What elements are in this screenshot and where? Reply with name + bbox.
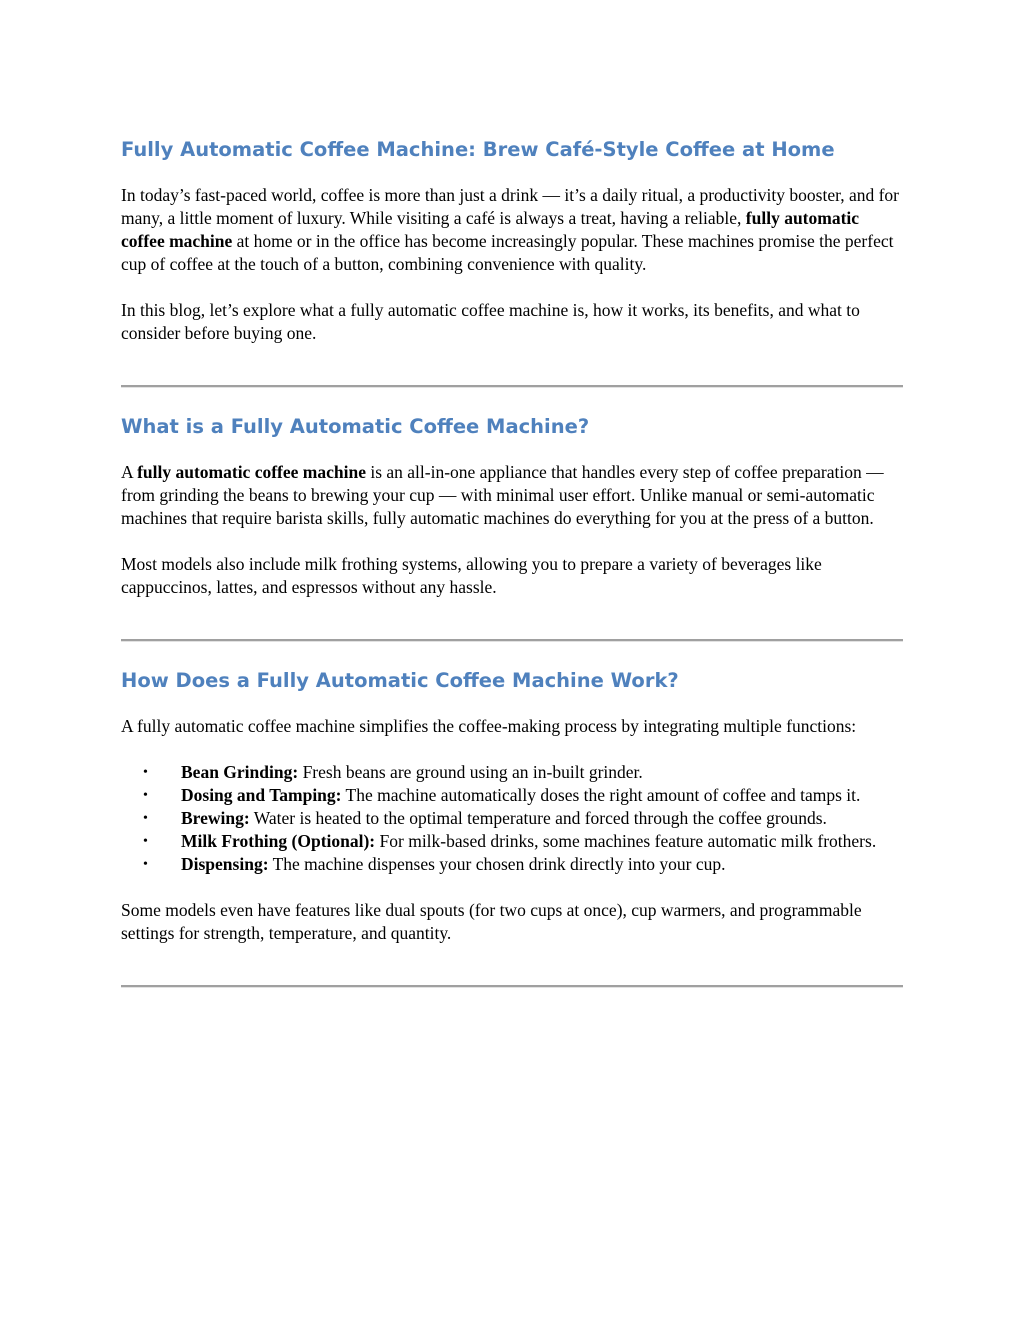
section-heading-what-is: What is a Fully Automatic Coffee Machine?: [121, 415, 590, 438]
list-item: [121, 830, 903, 853]
section1-paragraph-2: Most models also include milk frothing systems, allowing you to prepare a variety of beverages like cappuccinos, lattes, and espressos without any hassle.: [121, 554, 822, 597]
section2-paragraph-2: Some models even have features like dual spouts (for two cups at once), cup warmers, and programmable settings for strength, temperature, and quantity.: [121, 900, 862, 943]
list-item: [121, 761, 903, 784]
list-item-desc: For milk-based drinks, some machines feature automatic milk frothers.: [375, 831, 877, 851]
list-item: [121, 784, 903, 807]
section1-paragraph-1: [121, 461, 903, 530]
page-title: Fully Automatic Coffee Machine: Brew Café-Style Coffee at Home: [121, 138, 835, 161]
list-item-term: Dosing and Tamping:: [181, 785, 342, 805]
bullet-icon: •: [143, 811, 148, 826]
section-heading-how-it-works: How Does a Fully Automatic Coffee Machine Work?: [121, 669, 679, 692]
intro-text-end: at home or in the office has become increasingly popular. These machines promise the perfect cup of coffee at the touch of a button, combining convenience with quality.: [121, 231, 894, 274]
list-item-desc: The machine automatically doses the right amount of coffee and tamps it.: [341, 785, 861, 805]
section2-paragraph-1: A fully automatic coffee machine simplifies the coffee-making process by integrating multiple functions:: [121, 716, 857, 736]
list-item-desc: Water is heated to the optimal temperature and forced through the coffee grounds.: [249, 808, 827, 828]
intro-paragraph-2: In this blog, let’s explore what a fully automatic coffee machine is, how it works, its benefits, and what to consider before buying one.: [121, 300, 860, 343]
list-item-term: Milk Frothing (Optional):: [181, 831, 376, 851]
bullet-icon: •: [143, 788, 148, 803]
section-divider: [121, 385, 903, 388]
bullet-icon: •: [143, 834, 148, 849]
list-item-term: Brewing:: [181, 808, 250, 828]
intro-paragraph-1: [121, 184, 903, 276]
feature-list: [121, 761, 903, 876]
document-content: [121, 136, 903, 988]
list-item-term: Bean Grinding:: [181, 762, 299, 782]
list-item-desc: The machine dispenses your chosen drink directly into your cup.: [268, 854, 726, 874]
list-item: [121, 853, 903, 876]
list-item-desc: Fresh beans are ground using an in-built grinder.: [298, 762, 643, 782]
section-divider: [121, 639, 903, 642]
section1-text-start: A: [121, 462, 138, 482]
section1-text-end: is an all-in-one appliance that handles every step of coffee preparation — from grinding the beans to brewing your cup — with minimal user effort. Unlike manual or semi-automatic machines that require barista skills, fully automatic machines do everything for you at the press of a button.: [121, 462, 884, 528]
section-divider: [121, 985, 903, 988]
bullet-icon: •: [143, 857, 148, 872]
section1-bold-term: fully automatic coffee machine: [137, 462, 366, 482]
list-item-term: Dispensing:: [181, 854, 269, 874]
intro-bold-term: fully automatic coffee machine: [121, 208, 860, 251]
bullet-icon: •: [143, 765, 148, 780]
intro-text-start: In today’s fast-paced world, coffee is more than just a drink — it’s a daily ritual, a productivity booster, and for many, a little moment of luxury. While visiting a café is always a treat, having a reliable,: [121, 185, 900, 228]
list-item: [121, 807, 903, 830]
